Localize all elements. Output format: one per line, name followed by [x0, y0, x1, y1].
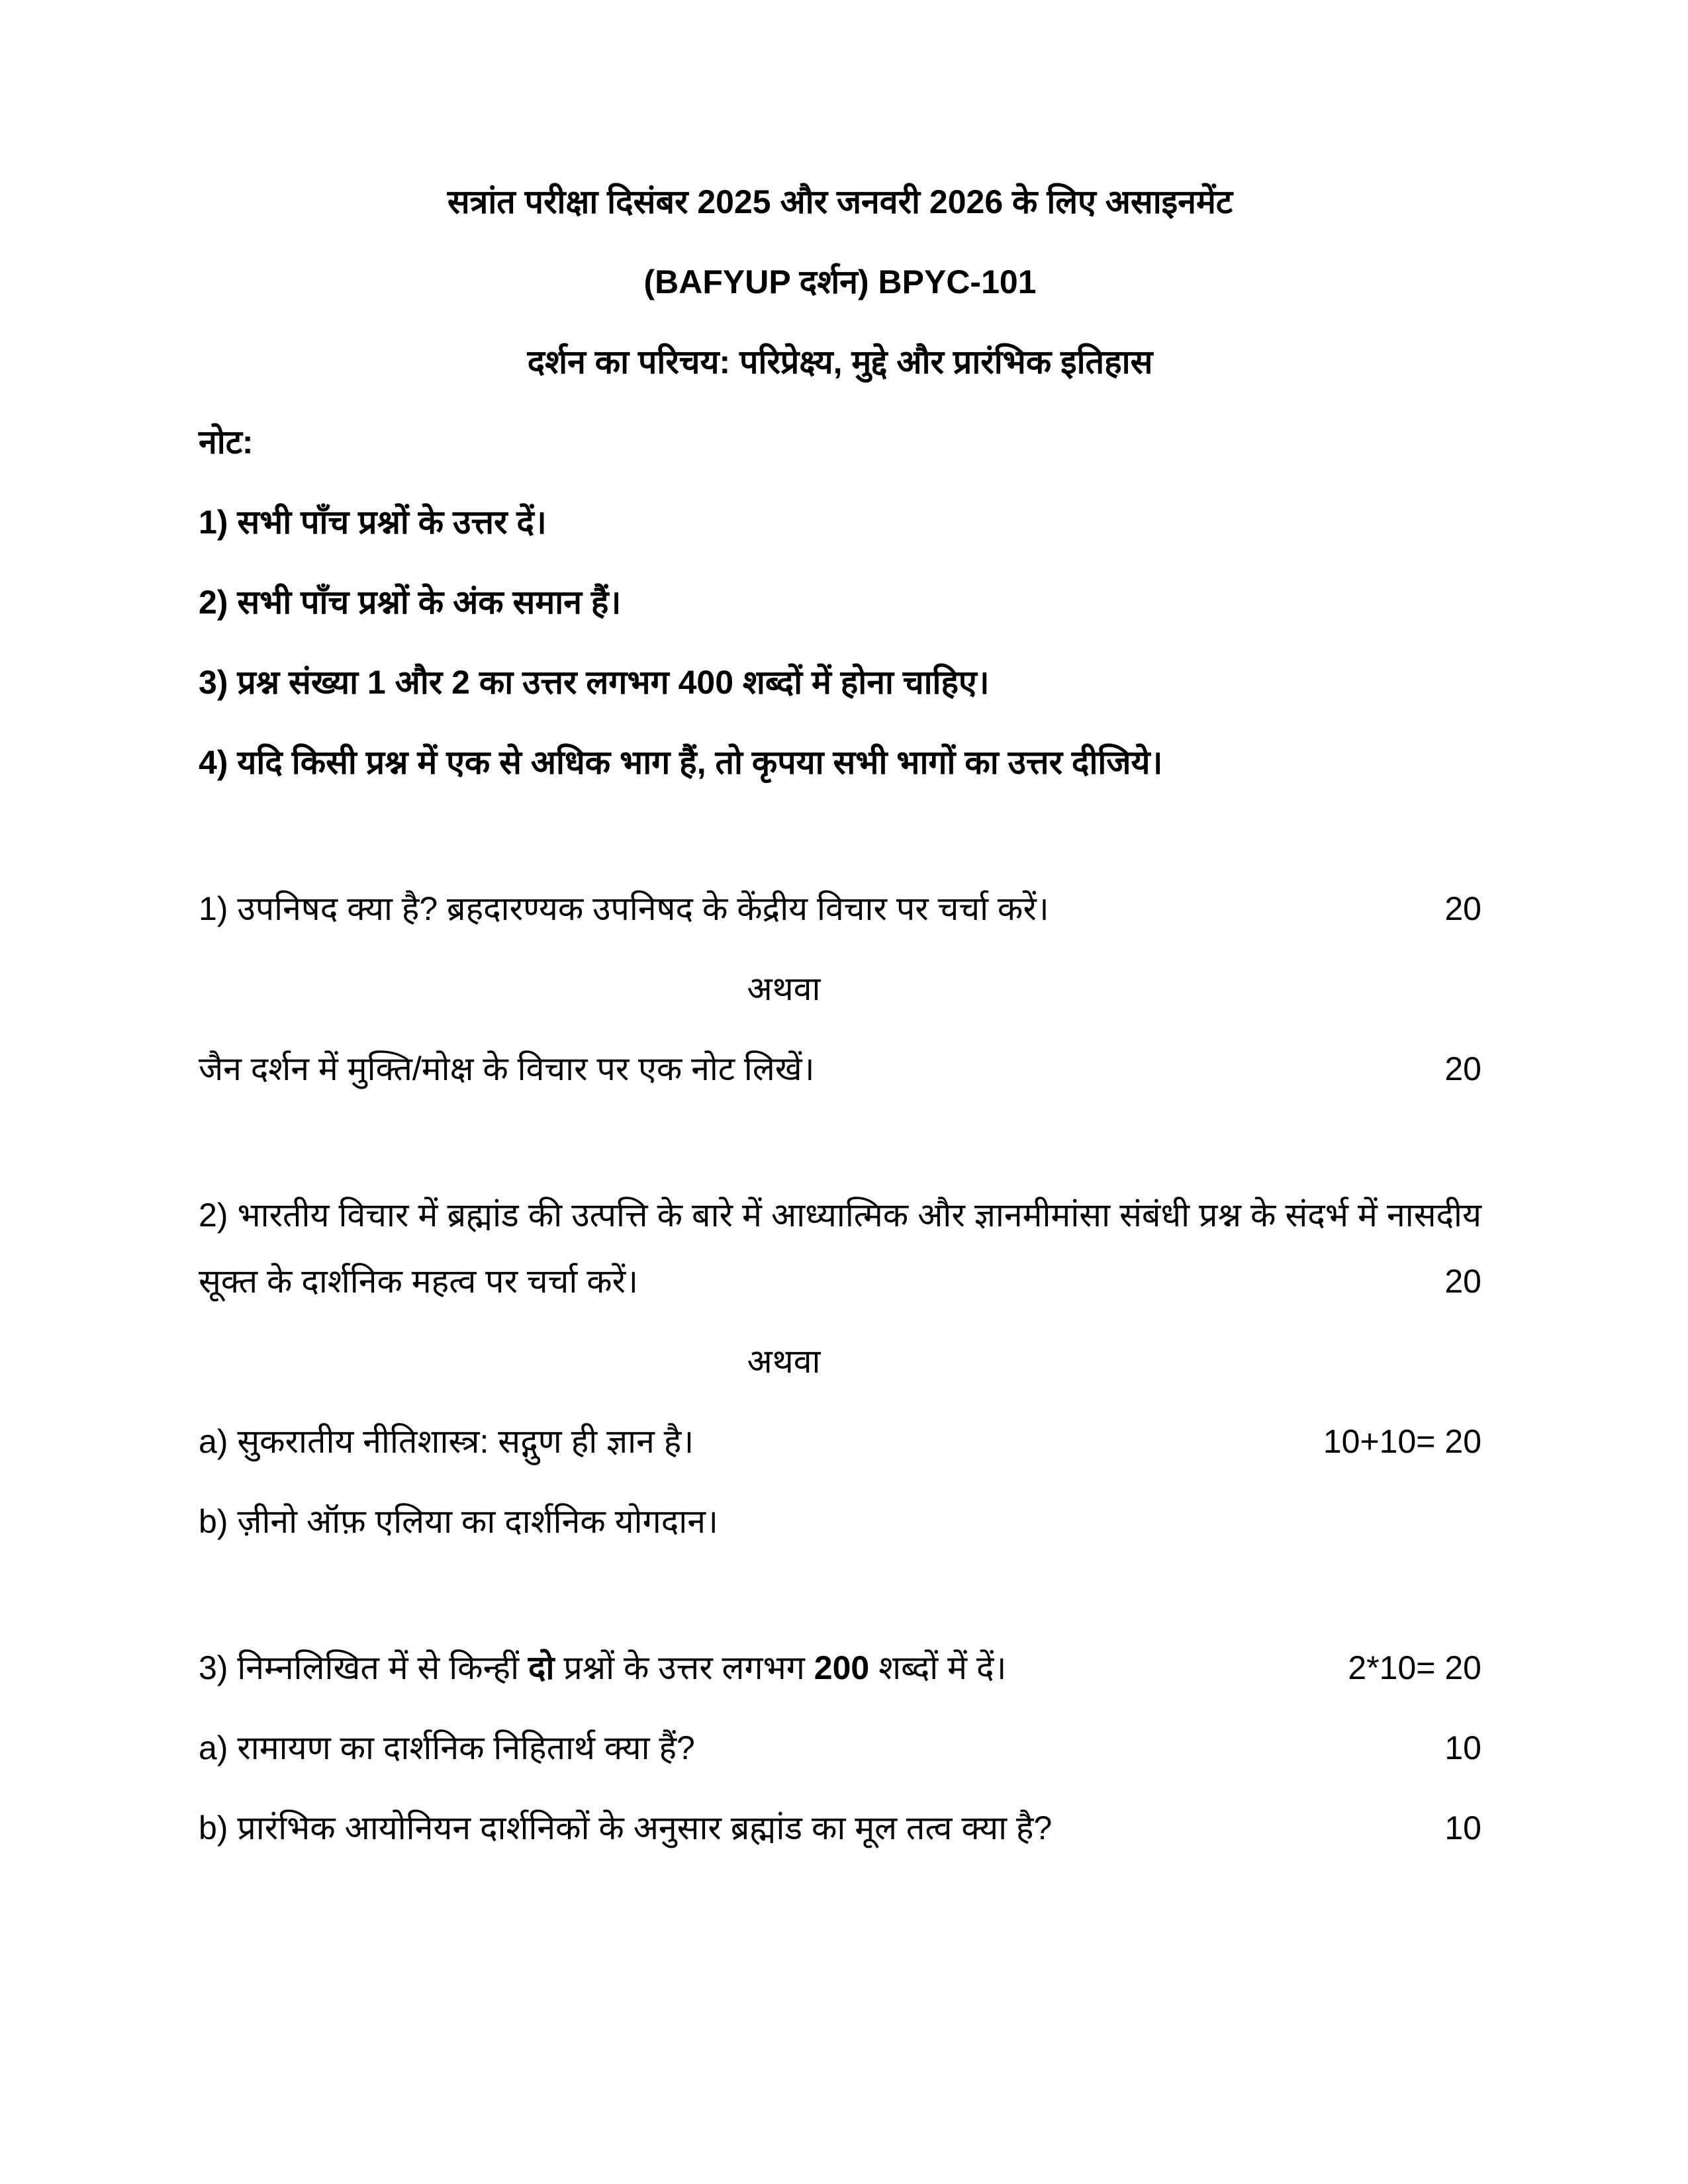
note-item: 1) सभी पाँच प्रश्नों के उत्तर दें।: [199, 504, 547, 541]
marks-value: 10: [1444, 1809, 1481, 1846]
or-divider-label: अथवा: [747, 1343, 821, 1380]
document-header: [199, 169, 1481, 395]
marks-value: 20: [1444, 1050, 1481, 1087]
question-text: [199, 1182, 1481, 1314]
question-text-segment: शब्दों में दें।: [869, 1649, 1007, 1686]
or-divider-2: [199, 1328, 1369, 1394]
question-text-segment: 2) भारतीय विचार में ब्रह्मांड की उत्पत्ति के बारे में आध्यात्मिक और ज्ञानमीमांसा संबंधी प्रश्न के संदर्भ में नासदीय सूक्त के दार्शनिक महत्व पर चर्चा करें।: [199, 1197, 1481, 1300]
course-code: (BAFYUP दर्शन) BPYC-101: [643, 263, 1037, 300]
question-text-bold-segment: दो: [528, 1649, 555, 1686]
question-2-alternative-a: [199, 1408, 1481, 1475]
question-text: [199, 1488, 1481, 1555]
question-1-alternative: [199, 1036, 1481, 1102]
question-text-segment: b) ज़ीनो ऑफ़ एलिया का दार्शनिक योगदान।: [199, 1503, 718, 1540]
assignment-title: सत्रांत परीक्षा दिसंबर 2025 और जनवरी 2026 के लिए असाइनमेंट: [447, 183, 1233, 220]
course-title: दर्शन का परिचय: परिप्रेक्ष्य, मुद्दे और प्रारंभिक इतिहास: [527, 343, 1153, 381]
question-text: [199, 1635, 1481, 1701]
note-item: 2) सभी पाँच प्रश्नों के अंक समान हैं।: [199, 584, 622, 621]
question-text-segment: 3) निम्नलिखित में से किन्हीं: [199, 1649, 528, 1686]
question-text: [199, 1795, 1481, 1861]
question-3-b: [199, 1795, 1481, 1861]
question-text-segment: प्रश्नों के उत्तर लगभग: [554, 1649, 814, 1686]
marks-value: 20: [1444, 890, 1481, 927]
notes-section: [199, 409, 1481, 796]
question-text: [199, 1036, 1481, 1102]
question-text-segment: b) प्रारंभिक आयोनियन दार्शनिकों के अनुसार ब्रह्मांड का मूल तत्व क्या है?: [199, 1809, 1053, 1846]
question-text-segment: 1) उपनिषद क्या है? ब्रहदारण्यक उपनिषद के केंद्रीय विचार पर चर्चा करें।: [199, 890, 1049, 927]
question-2-alternative-b: [199, 1488, 1481, 1555]
question-2: [199, 1182, 1481, 1314]
questions-section: [199, 876, 1481, 1861]
marks-value: 20: [1444, 1263, 1481, 1300]
marks-value: 10: [1444, 1729, 1481, 1766]
question-text-segment: a) रामायण का दार्शनिक निहितार्थ क्या हैं?: [199, 1729, 695, 1766]
or-divider-1: [199, 956, 1369, 1022]
question-3-a: [199, 1715, 1481, 1781]
question-text: [199, 876, 1481, 942]
note-item: 4) यदि किसी प्रश्न में एक से अधिक भाग हैं, तो कृपया सभी भागों का उत्तर दीजिये।: [199, 744, 1163, 781]
question-text-segment: a) सुकरातीय नीतिशास्त्र: सद्गुण ही ज्ञान है।: [199, 1423, 694, 1460]
notes-label: नोट:: [199, 424, 254, 461]
marks-value: 2*10= 20: [1348, 1649, 1481, 1686]
question-1: [199, 876, 1481, 942]
notes-list: [199, 489, 1481, 796]
question-text: [199, 1408, 1481, 1475]
question-3: [199, 1635, 1481, 1701]
question-text: [199, 1715, 1481, 1781]
question-text-bold-segment: 200: [814, 1649, 870, 1686]
note-item: 3) प्रश्न संख्या 1 और 2 का उत्तर लगभग 400 शब्दों में होना चाहिए।: [199, 664, 990, 701]
marks-value: 10+10= 20: [1323, 1423, 1481, 1460]
or-divider-label: अथवा: [747, 970, 821, 1007]
question-text-segment: जैन दर्शन में मुक्ति/मोक्ष के विचार पर एक नोट लिखें।: [199, 1050, 815, 1087]
